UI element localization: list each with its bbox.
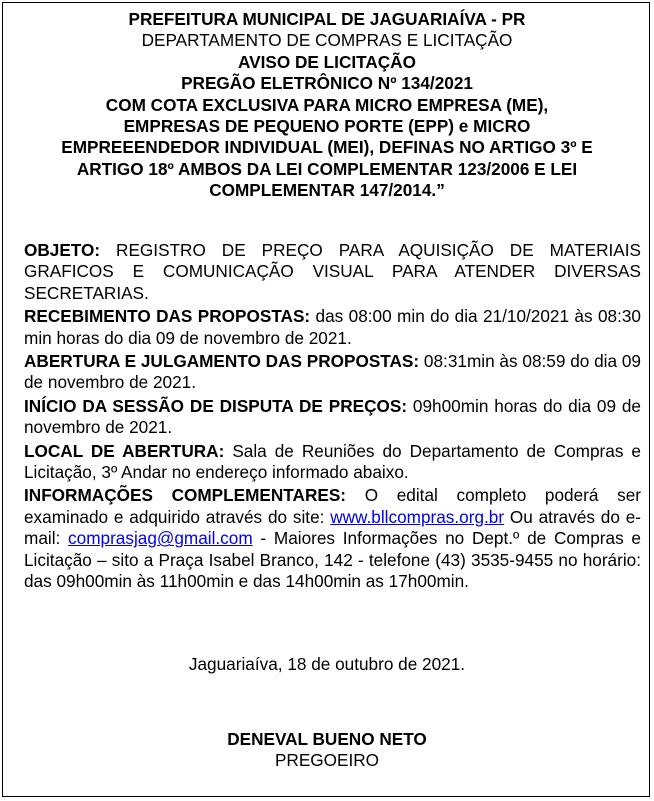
informacoes-text-2: Ou através do e-mail: bbox=[24, 506, 641, 549]
quota-line-4: ARTIGO 18º AMBOS DA LEI COMPLEMENTAR 123/2006 E LEI bbox=[76, 158, 578, 179]
informacoes-text-3: - Maiores Informações no Dept.º de Compras e Licitação – sito a Praça Isabel Branco, 142 - telefone (43) 3535-9455 no horário: das 09h00min às 11h00min e das 14h00min as 17h00min. bbox=[24, 528, 641, 592]
objeto-label: OBJETO: bbox=[24, 240, 101, 260]
quota-line-2: EMPRESAS DE PEQUENO PORTE (EPP) e MICRO bbox=[123, 116, 531, 137]
inicio-paragraph bbox=[24, 396, 641, 439]
abertura-paragraph bbox=[24, 351, 641, 394]
notice-body bbox=[24, 240, 641, 595]
quota-line-1: COM COTA EXCLUSIVA PARA MICRO EMPRESA (ME), bbox=[105, 94, 549, 115]
notice-header bbox=[0, 9, 654, 202]
signature-block bbox=[0, 729, 654, 772]
recebimento-paragraph bbox=[24, 306, 641, 349]
quota-line-3: EMPREEENDEDOR INDIVIDUAL (MEI), DEFINAS NO ARTIGO 3º E bbox=[61, 137, 593, 158]
website-link[interactable]: www.bllcompras.org.br bbox=[330, 506, 505, 527]
recebimento-text: das 08:00 min do dia 21/10/2021 às 08:30 min horas do dia 09 de novembro de 2021. bbox=[24, 306, 641, 348]
abertura-label: ABERTURA E JULGAMENTO DAS PROPOSTAS: bbox=[24, 351, 420, 372]
recebimento-label: RECEBIMENTO DAS PROPOSTAS: bbox=[24, 306, 311, 327]
municipality-title: PREFEITURA MUNICIPAL DE JAGUARIAÍVA - PR bbox=[128, 9, 526, 29]
signatory-role: PREGOEIRO bbox=[274, 750, 380, 771]
local-text: Sala de Reuniões do Departamento de Compras e Licitação, 3º Andar no endereço informado abaixo. bbox=[24, 440, 641, 483]
objeto-paragraph bbox=[24, 240, 641, 304]
auction-number: PREGÃO ELETRÔNICO Nº 134/2021 bbox=[181, 73, 473, 94]
local-label: LOCAL DE ABERTURA: bbox=[24, 440, 225, 461]
inicio-label: INÍCIO DA SESSÃO DE DISPUTA DE PREÇOS: bbox=[24, 395, 408, 416]
quota-line-5: COMPLEMENTAR 147/2014.” bbox=[209, 180, 445, 201]
objeto-text: REGISTRO DE PREÇO PARA AQUISIÇÃO DE MATERIAIS GRAFICOS E COMUNICAÇÃO VISUAL PARA ATENDER DIVERSAS SECRETARIAS. bbox=[24, 240, 641, 303]
informacoes-label: INFORMAÇÕES COMPLEMENTARES: bbox=[24, 485, 347, 506]
notice-title: AVISO DE LICITAÇÃO bbox=[238, 51, 416, 72]
local-paragraph bbox=[24, 441, 641, 484]
inicio-text: 09h00min horas do dia 09 de novembro de 2021. bbox=[24, 395, 641, 438]
informacoes-paragraph bbox=[24, 485, 641, 592]
date-line: Jaguariaíva, 18 de outubro de 2021. bbox=[188, 654, 466, 674]
department-name: DEPARTAMENTO DE COMPRAS E LICITAÇÃO bbox=[141, 30, 513, 51]
informacoes-text-1: O edital completo poderá ser examinado e adquirido através do site: bbox=[24, 485, 642, 527]
signatory-name: DENEVAL BUENO NETO bbox=[227, 729, 427, 749]
abertura-text: 08:31min às 08:59 do dia 09 de novembro de 2021. bbox=[24, 351, 641, 393]
email-link[interactable]: comprasjag@gmail.com bbox=[68, 528, 253, 549]
